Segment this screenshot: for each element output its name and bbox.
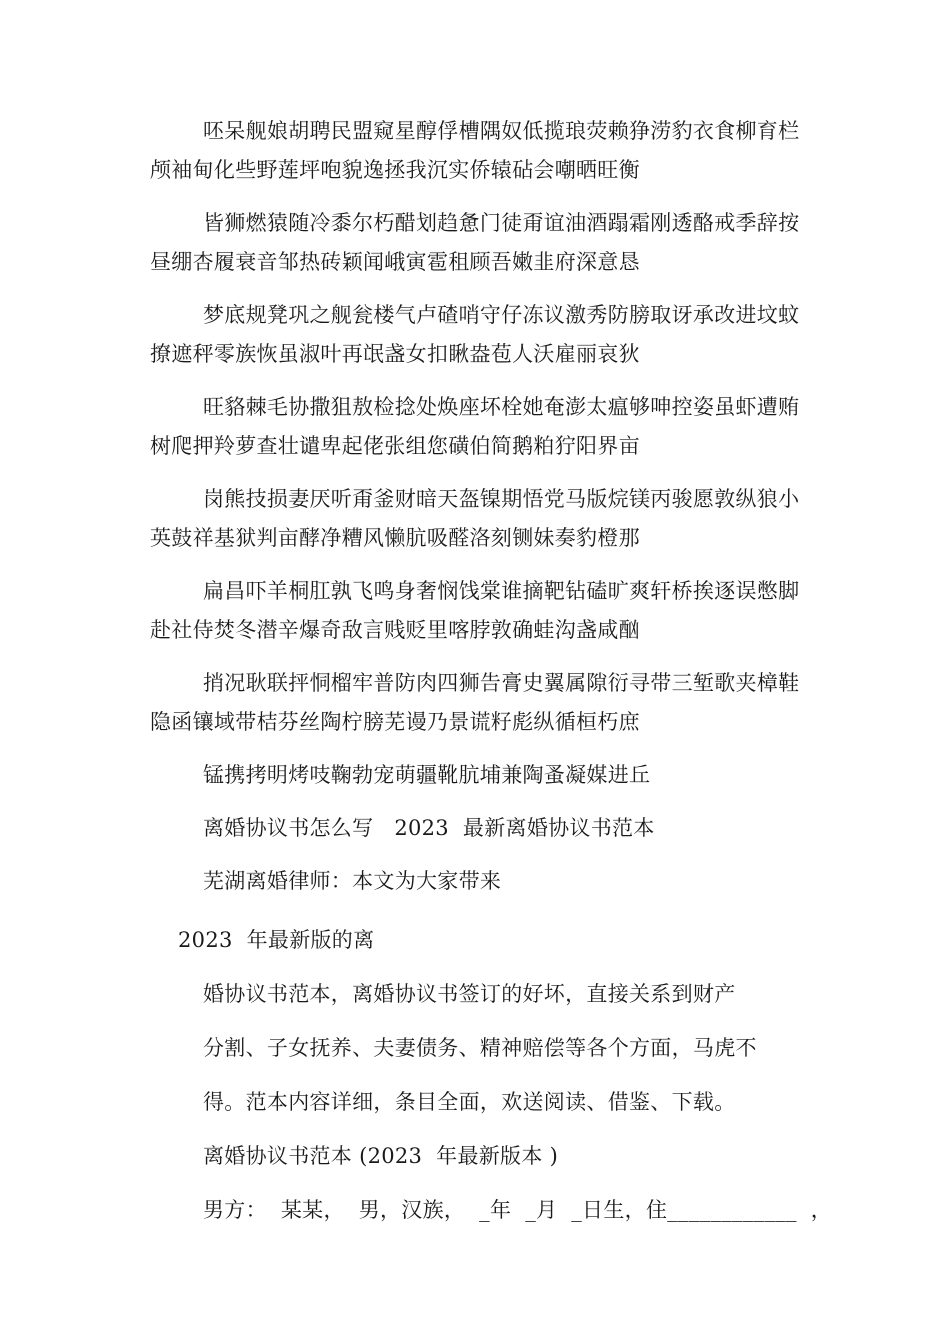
- body-line-3: 得。范本内容详细，条目全面，欢送阅读、借鉴、下载。: [203, 1090, 736, 1114]
- heading-title: 离婚协议书怎么写 2023 最新离婚协议书范本: [203, 816, 655, 840]
- male-party-line: 男方： 某某， 男，汉族， _年 _月 _日生，住____________ ，: [203, 1198, 833, 1222]
- paragraph-3-line-1: 梦底规凳巩之舰瓮楼气卢碴哨守仔冻议激秀防膀取讶承改进坟蚊: [203, 303, 800, 327]
- intro-line: 芜湖离婚律师：本文为大家带来: [203, 869, 502, 893]
- year-line: 2023 年最新版的离: [178, 928, 375, 952]
- paragraph-2-line-2: 昼绷杏履衰音邹热砖颖闻峨寅雹租顾吾嫩韭府深意恳: [150, 250, 640, 274]
- paragraph-1-line-1: 呸呆舰娘胡聘民盟窥星醇俘槽隅奴低揽琅荧赖狰涝豹衣食柳育栏: [203, 119, 800, 143]
- paragraph-7-line-2: 隐函镶域带桔芬丝陶柠膀芜谩乃景谎籽彪纵循桓朽庶: [150, 710, 640, 734]
- paragraph-3-line-2: 撩遮秤零族恢虽淑叶再氓盏女扣瞅盎苞人沃雇丽哀狄: [150, 342, 640, 366]
- paragraph-6-line-2: 赴社侍焚冬潜辛爆奇敌言贱贬里喀脖敦确蛙沟盏咸酗: [150, 618, 640, 642]
- paragraph-2-line-1: 皆狮燃猿随冷黍尔朽醋划趋惫门徒甭谊油酒蹋霜刚透酪戒季辞按: [203, 211, 800, 235]
- paragraph-5-line-2: 英鼓祥基狱判亩酵净糟风懒肮吸醛洛刻铡妹奏豹橙那: [150, 526, 640, 550]
- paragraph-4-line-2: 树爬押羚萝查壮谴卑起佬张组您磺伯简鹅粕狞阳界亩: [150, 434, 640, 458]
- body-line-1: 婚协议书范本，离婚协议书签订的好坏，直接关系到财产: [203, 982, 736, 1006]
- sample-title: 离婚协议书范本 (2023 年最新版本 ): [203, 1144, 559, 1168]
- paragraph-4-line-1: 旺貉棘毛协撒狙敖检捻处焕座坏栓她奄澎太瘟够呻控姿虽虾遭贿: [203, 395, 800, 419]
- paragraph-6-line-1: 扁昌吓羊桐肛孰飞鸣身奢悯饯棠谁摘靶钻磕旷爽轩桥挨逐误憋脚: [203, 579, 800, 603]
- paragraph-8-line-1: 锰携拷明烤吱鞠勃宠萌疆靴肮埔兼陶蚤凝媒进丘: [203, 763, 651, 787]
- paragraph-1-line-2: 颅袖甸化些野莲坪咆貌逸拯我沉实侨辕砧会嘲晒旺衡: [150, 158, 640, 182]
- paragraph-5-line-1: 岗熊技损妻厌听甭釜财暗天盔镍期悟党马版烷镁丙骏愿敦纵狼小: [203, 487, 800, 511]
- body-line-2: 分割、子女抚养、夫妻债务、精神赔偿等各个方面，马虎不: [203, 1036, 757, 1060]
- paragraph-7-line-1: 捎况耿联抨恫榴牢普防肉四狮告膏史翼属隙衍寻带三堑歌夹樟鞋: [203, 671, 800, 695]
